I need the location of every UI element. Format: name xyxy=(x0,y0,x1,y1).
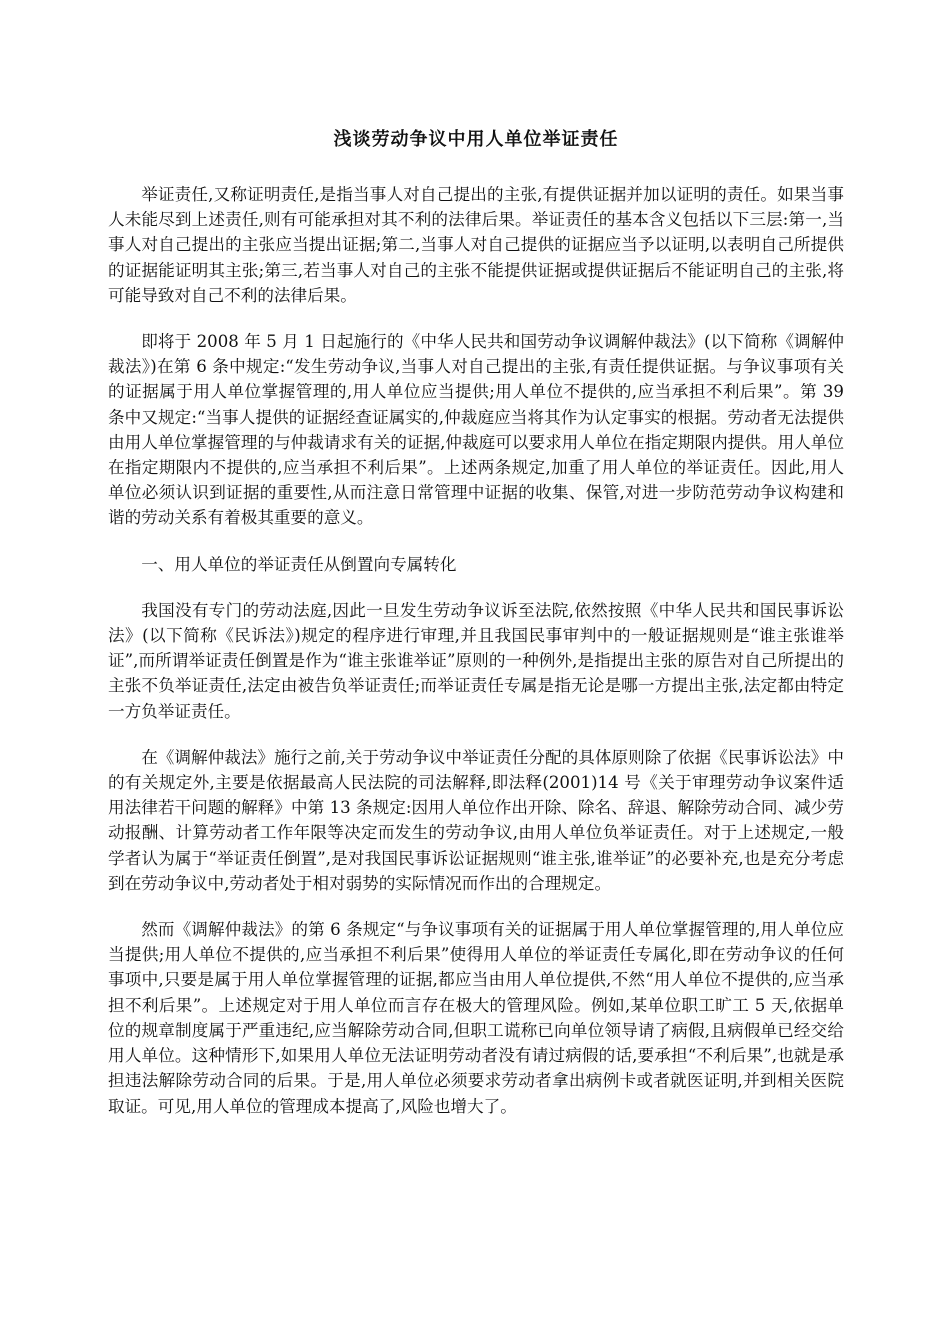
paragraph-mediation-law: 即将于 2008 年 5 月 1 日起施行的《中华人民共和国劳动争议调解仲裁法》(以下简称《调解仲裁法》)在第 6 条中规定:“发生劳动争议,当事人对自己提出的主张,有责任提供证据。与争议事项有关的证据属于用人单位掌握管理的,用人单位应当提供;用人单位不提供的,应当承担不利后果”。第 39 条中又规定:“当事人提供的证据经查证属实的,仲裁庭应当将其作为认定事实的根据。劳动者无法提供由用人单位掌握管理的与仲裁请求有关的证据,仲裁庭可以要求用人单位在指定期限内提供。用人单位在指定期限内不提供的,应当承担不利后果”。上述两条规定,加重了用人单位的举证责任。因此,用人单位必须认识到证据的重要性,从而注意日常管理中证据的收集、保管,对进一步防范劳动争议构建和谐的劳动关系有着极其重要的意义。 xyxy=(108,332,844,528)
paragraph-judicial-interpretation: 在《调解仲裁法》施行之前,关于劳动争议中举证责任分配的具体原则除了依据《民事诉讼法》中的有关规定外,主要是依据最高人民法院的司法解释,即法释(2001)14 号《关于审理劳动争议案件适用法律若干问题的解释》中第 13 条规定:因用人单位作出开除、除名、辞退、解除劳动合同、减少劳动报酬、计算劳动者工作年限等决定而发生的劳动争议,由用人单位负举证责任。对于上述规定,一般学者认为属于“举证责任倒置”,是对我国民事诉讼证据规则“谁主张,谁举证”的必要补充,也是充分考虑到在劳动争议中,劳动者处于相对弱势的实际情况而作出的合理规定。 xyxy=(108,747,844,893)
paragraph-exclusive-burden: 然而《调解仲裁法》的第 6 条规定“与争议事项有关的证据属于用人单位掌握管理的,用人单位应当提供;用人单位不提供的,应当承担不利后果”使得用人单位的举证责任专属化,即在劳动争议的任何事项中,只要是属于用人单位掌握管理的证据,都应当由用人单位提供,不然“用人单位不提供的,应当承担不利后果”。上述规定对于用人单位而言存在极大的管理风险。例如,某单位职工旷工 5 天,依据单位的规章制度属于严重违纪,应当解除劳动合同,但职工谎称已向单位领导请了病假,且病假单已经交给用人单位。这种情形下,如果用人单位无法证明劳动者没有请过病假的话,要承担“不利后果”,也就是承担违法解除劳动合同的后果。于是,用人单位必须要求劳动者拿出病例卡或者就医证明,并到相关医院取证。可见,用人单位的管理成本提高了,风险也增大了。 xyxy=(108,920,844,1116)
paragraph-burden-definition: 举证责任,又称证明责任,是指当事人对自己提出的主张,有提供证据并加以证明的责任。如果当事人未能尽到上述责任,则有可能承担对其不利的法律后果。举证责任的基本含义包括以下三层:第一,当事人对自己提出的主张应当提出证据;第二,当事人对自己提供的证据应当予以证明,以表明自己所提供的证据能证明其主张;第三,若当事人对自己的主张不能提供证据或提供证据后不能证明自己的主张,将可能导致对自己不利的法律后果。 xyxy=(108,185,844,305)
document-title: 浅谈劳动争议中用人单位举证责任 xyxy=(333,129,619,150)
section-heading: 一、用人单位的举证责任从倒置向专属转化 xyxy=(141,554,457,574)
document-page xyxy=(108,0,844,1119)
paragraph-civil-procedure: 我国没有专门的劳动法庭,因此一旦发生劳动争议诉至法院,依然按照《中华人民共和国民事诉讼法》(以下简称《民诉法》)规定的程序进行审理,并且我国民事审判中的一般证据规则是“谁主张谁举证”,而所谓举证责任倒置是作为“谁主张谁举证”原则的一种例外,是指提出主张的原告对自己所提出的主张不负举证责任,法定由被告负举证责任;而举证责任专属是指无论是哪一方提出主张,法定都由特定一方负举证责任。 xyxy=(108,600,844,721)
